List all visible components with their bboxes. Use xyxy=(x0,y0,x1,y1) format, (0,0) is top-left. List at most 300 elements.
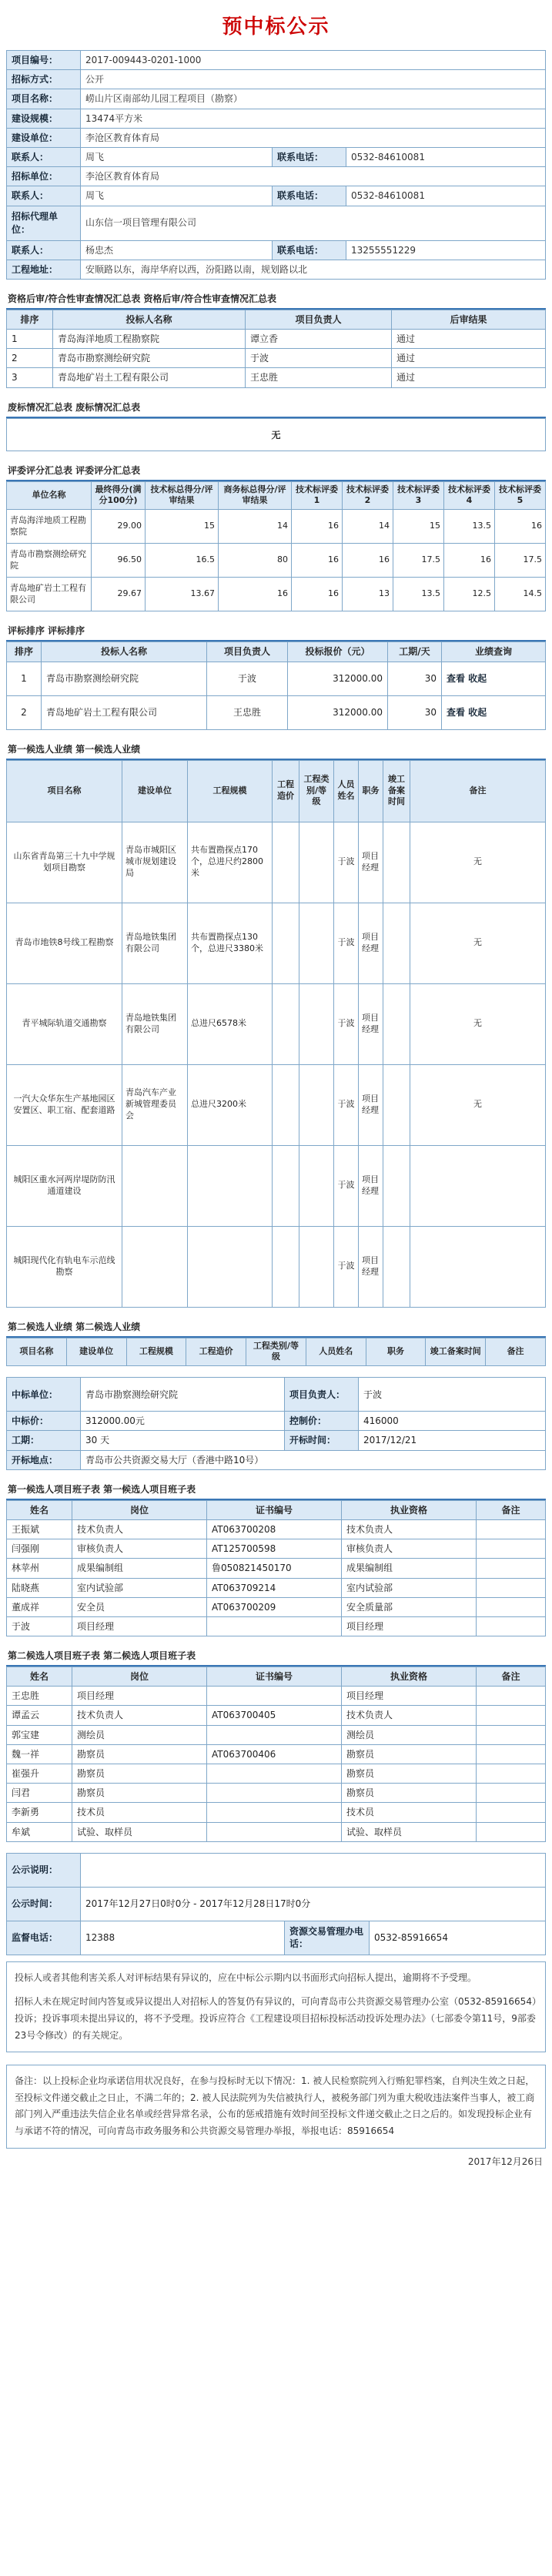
contact3-label: 联系人： xyxy=(7,240,81,260)
team2-cell: 牟斌 xyxy=(7,1822,72,1841)
score-col-tech: 技术标总得分/评审结果 xyxy=(146,481,219,510)
team2-cell xyxy=(207,1784,342,1803)
contact1-value: 周飞 xyxy=(81,147,273,166)
qual-cell: 1 xyxy=(7,330,53,349)
team1-cell: 审核负责人 xyxy=(342,1539,477,1559)
perf1-table xyxy=(6,760,546,1308)
score-cell: 青岛地矿岩土工程有限公司 xyxy=(7,578,92,611)
perf1-cell xyxy=(273,822,299,903)
phone3-label: 联系电话： xyxy=(273,240,346,260)
perf1-col: 职务 xyxy=(359,760,383,822)
table-row xyxy=(7,1784,546,1803)
team2-table xyxy=(6,1667,546,1842)
table-row xyxy=(7,1706,546,1725)
score-col-j5: 技术标评委5 xyxy=(495,481,546,510)
team2-cell: 勘察员 xyxy=(342,1784,477,1803)
team2-cell: 技术员 xyxy=(72,1803,207,1822)
perf1-cell: 于波 xyxy=(334,1226,359,1307)
perf1-cell: 总进尺6578米 xyxy=(188,983,273,1064)
qual-cell: 青岛市勘察测绘研究院 xyxy=(53,349,246,368)
score-cell: 15 xyxy=(393,510,444,544)
perf1-cell: 山东省青岛第三十九中学规划项目勘察 xyxy=(7,822,122,903)
rank-col-order: 排序 xyxy=(7,642,42,662)
rank-cell: 312000.00 xyxy=(288,695,388,729)
tenderer-value: 李沧区教育体育局 xyxy=(81,167,546,186)
table-row xyxy=(7,1687,546,1706)
table-row xyxy=(7,1744,546,1764)
pub-table xyxy=(6,1853,546,1955)
team1-cell xyxy=(477,1597,546,1616)
perf1-cell xyxy=(188,1145,273,1226)
perf2-col: 工程造价 xyxy=(186,1338,246,1366)
open-place-label: 开标地点： xyxy=(7,1450,81,1469)
open-time-value: 2017/12/21 xyxy=(359,1431,546,1450)
perf1-cell: 青平城际轨道交通勘察 xyxy=(7,983,122,1064)
winner-pm-value: 于波 xyxy=(359,1378,546,1412)
team2-heading: 第二候选人项目班子表 第二候选人项目班子表 xyxy=(6,1641,546,1667)
score-cell: 15 xyxy=(146,510,219,544)
qual-cell: 通过 xyxy=(392,349,546,368)
rank-heading: 评标排序 评标排序 xyxy=(6,616,546,641)
perf1-cell xyxy=(299,1145,334,1226)
winner-table xyxy=(6,1377,546,1470)
winner-price-label: 中标价： xyxy=(7,1412,81,1431)
team1-cell: 于波 xyxy=(7,1616,72,1636)
phone1-value: 0532-84610081 xyxy=(346,147,546,166)
table-row xyxy=(7,1519,546,1539)
table-row xyxy=(7,1145,546,1226)
perf1-cell: 青岛地铁集团有限公司 xyxy=(122,983,188,1064)
site-value: 安顺路以东，海岸华府以西，汾阳路以南，规划路以北 xyxy=(81,260,546,279)
team2-cell: 勘察员 xyxy=(72,1744,207,1764)
qual-cell: 3 xyxy=(7,368,53,387)
remark-box xyxy=(6,2065,546,2148)
page-title: 预中标公示 xyxy=(222,15,330,39)
rank-cell: 30 xyxy=(388,662,442,695)
table-row xyxy=(7,349,546,368)
perf1-cell: 于波 xyxy=(334,903,359,983)
perf1-cell: 项目经理 xyxy=(359,983,383,1064)
perf1-cell xyxy=(410,1226,546,1307)
perf1-cell xyxy=(299,822,334,903)
team2-col: 执业资格 xyxy=(342,1667,477,1687)
perf1-heading: 第一候选人业绩 第一候选人业绩 xyxy=(6,735,546,760)
project-no-value: 2017-009443-0201-1000 xyxy=(81,51,546,70)
team1-col: 姓名 xyxy=(7,1500,72,1519)
perf1-cell xyxy=(383,1145,410,1226)
qual-cell: 通过 xyxy=(392,330,546,349)
score-cell: 16.5 xyxy=(146,544,219,578)
table-row xyxy=(7,578,546,611)
site-label: 工程地址： xyxy=(7,260,81,279)
team1-cell: AT063700209 xyxy=(207,1597,342,1616)
team1-col: 岗位 xyxy=(72,1500,207,1519)
score-heading: 评委评分汇总表 评委评分汇总表 xyxy=(6,456,546,481)
winner-unit-label: 中标单位： xyxy=(7,1378,81,1412)
team1-cell: 项目经理 xyxy=(72,1616,207,1636)
phone2-label: 联系电话： xyxy=(273,186,346,206)
score-cell: 16 xyxy=(292,544,343,578)
perf1-cell xyxy=(383,983,410,1064)
open-time-label: 开标时间： xyxy=(285,1431,359,1450)
score-col-j3: 技术标评委3 xyxy=(393,481,444,510)
table-row xyxy=(7,1725,546,1744)
qual-cell: 2 xyxy=(7,349,53,368)
rank-col-price: 投标报价（元） xyxy=(288,642,388,662)
perf1-cell xyxy=(383,903,410,983)
perf1-col: 备注 xyxy=(410,760,546,822)
scale-label: 建设规模： xyxy=(7,109,81,128)
score-col-j4: 技术标评委4 xyxy=(444,481,495,510)
qual-col-pm: 项目负责人 xyxy=(246,310,392,329)
team2-cell xyxy=(477,1687,546,1706)
team2-cell xyxy=(207,1803,342,1822)
perf1-cell xyxy=(273,903,299,983)
team1-cell: 成果编制组 xyxy=(72,1559,207,1578)
team1-heading: 第一候选人项目班子表 第一候选人项目班子表 xyxy=(6,1475,546,1500)
project-name-label: 项目名称： xyxy=(7,89,81,109)
score-cell: 16 xyxy=(495,510,546,544)
perf1-cell: 项目经理 xyxy=(359,1145,383,1226)
team1-cell: 王振斌 xyxy=(7,1519,72,1539)
team2-cell xyxy=(477,1764,546,1784)
team1-cell xyxy=(477,1519,546,1539)
perf1-cell: 项目经理 xyxy=(359,1226,383,1307)
table-row xyxy=(7,1559,546,1578)
rank-cell: 2 xyxy=(7,695,42,729)
sup-phone-label: 监督电话： xyxy=(7,1921,81,1955)
perf1-cell: 青岛汽车产业新城管理委员会 xyxy=(122,1064,188,1145)
team2-cell: 测绘员 xyxy=(342,1725,477,1744)
tenderer-label: 招标单位： xyxy=(7,167,81,186)
team2-col: 证书编号 xyxy=(207,1667,342,1687)
rank-cell: 于波 xyxy=(207,662,288,695)
perf1-col: 项目名称 xyxy=(7,760,122,822)
team1-cell: 安全质量部 xyxy=(342,1597,477,1616)
score-col-j2: 技术标评委2 xyxy=(343,481,393,510)
winner-days-label: 工期： xyxy=(7,1431,81,1450)
perf1-cell: 城阳现代化有轨电车示范线勘察 xyxy=(7,1226,122,1307)
team2-col: 备注 xyxy=(477,1667,546,1687)
score-cell: 16 xyxy=(219,578,292,611)
agent-value: 山东信一项目管理有限公司 xyxy=(81,206,546,240)
score-col-j1: 技术标评委1 xyxy=(292,481,343,510)
perf1-cell: 总进尺3200米 xyxy=(188,1064,273,1145)
team2-col: 姓名 xyxy=(7,1667,72,1687)
perf1-cell: 项目经理 xyxy=(359,1064,383,1145)
rank-col-pm: 项目负责人 xyxy=(207,642,288,662)
project-name-value: 崂山片区南部幼儿园工程项目（勘察） xyxy=(81,89,546,109)
bid-method-label: 招标方式： xyxy=(7,70,81,89)
team2-cell: 李新勇 xyxy=(7,1803,72,1822)
score-col-biz: 商务标总得分/评审结果 xyxy=(219,481,292,510)
winner-ctrl-label: 控制价： xyxy=(285,1412,359,1431)
sup-phone-value: 12388 xyxy=(81,1921,285,1955)
table-row xyxy=(7,1803,546,1822)
qual-cell: 青岛地矿岩土工程有限公司 xyxy=(53,368,246,387)
perf1-cell xyxy=(273,1064,299,1145)
perf2-col: 工程类别/等级 xyxy=(246,1338,306,1366)
score-cell: 14.5 xyxy=(495,578,546,611)
notice-complaint: 招标人未在规定时间内答复或异议提出人对招标人的答复仍有异议的，可向青岛市公共资源交易管理办公室（0532-85916654）投诉；投诉事项未提出异议的，将不予受理。投诉应符合《工程建设项目招标投标活动投诉处理办法》（七部委令第11号，9部委23号令修改）的有关规定。 xyxy=(15,1996,537,2041)
score-cell: 青岛海洋地质工程勘察院 xyxy=(7,510,92,544)
qual-col-name: 投标人名称 xyxy=(53,310,246,329)
perf1-cell: 青岛市城阳区城市规划建设局 xyxy=(122,822,188,903)
table-row xyxy=(7,510,546,544)
table-row xyxy=(7,1226,546,1307)
team2-cell: AT063700406 xyxy=(207,1744,342,1764)
team1-col: 证书编号 xyxy=(207,1500,342,1519)
score-cell: 12.5 xyxy=(444,578,495,611)
score-cell: 17.5 xyxy=(393,544,444,578)
team2-cell xyxy=(207,1764,342,1784)
remark-text: 备注：以上投标企业均承诺信用状况良好，在参与投标时无以下情况：1. 被人民检察院列入行贿犯罪档案，自判决生效之日起，至投标文件递交截止之日止，不满二年的；2. 被人民法院列为失信被执行人，被税务部门列为重大税收违法案件当事人，被工商部门列入严重违法失信企业名单或经营异常名录，公布的惩戒措施有效时间至投标文件递交截止之日之后的。如发现投标企业有与承诺不符的情况，可向青岛市政务服务和公共资源交易管理办举报，举报电话：85916654 xyxy=(15,2075,535,2136)
score-col-name: 单位名称 xyxy=(7,481,92,510)
team1-cell: 技术负责人 xyxy=(72,1519,207,1539)
team2-cell: 崔强升 xyxy=(7,1764,72,1784)
score-cell: 16 xyxy=(444,544,495,578)
table-row xyxy=(7,1616,546,1636)
team2-cell xyxy=(207,1687,342,1706)
perf2-table xyxy=(6,1338,546,1367)
perf2-col: 工程规模 xyxy=(126,1338,186,1366)
team1-cell xyxy=(477,1616,546,1636)
team2-cell: 闫君 xyxy=(7,1784,72,1803)
winner-unit-value: 青岛市勘察测绘研究院 xyxy=(81,1378,285,1412)
score-cell: 14 xyxy=(219,510,292,544)
notice-box xyxy=(6,1961,546,2052)
table-row xyxy=(7,330,546,349)
perf1-cell xyxy=(122,1226,188,1307)
team1-cell: 项目经理 xyxy=(342,1616,477,1636)
score-cell: 13.5 xyxy=(393,578,444,611)
team1-cell: 室内试验部 xyxy=(72,1578,207,1597)
qual-cell: 通过 xyxy=(392,368,546,387)
team2-cell xyxy=(477,1744,546,1764)
phone3-value: 13255551229 xyxy=(346,240,546,260)
contact2-value: 周飞 xyxy=(81,186,273,206)
rank-cell: 312000.00 xyxy=(288,662,388,695)
team1-cell: 安全员 xyxy=(72,1597,207,1616)
rank-cell: 王忠胜 xyxy=(207,695,288,729)
perf1-cell xyxy=(299,1226,334,1307)
perf1-cell xyxy=(383,1226,410,1307)
qual-table xyxy=(6,310,546,388)
publish-date: 2017年12月26日 xyxy=(467,2156,543,2167)
team1-cell: 成果编制组 xyxy=(342,1559,477,1578)
builder-value: 李沧区教育体育局 xyxy=(81,128,546,147)
team2-cell: 谭孟云 xyxy=(7,1706,72,1725)
perf1-cell xyxy=(299,1064,334,1145)
rank-col-perf: 业绩查询 xyxy=(442,642,546,662)
pub-note-value xyxy=(81,1853,546,1887)
team2-cell: 勘察员 xyxy=(342,1744,477,1764)
perf1-cell xyxy=(122,1145,188,1226)
table-row xyxy=(7,662,546,695)
perf1-col: 建设单位 xyxy=(122,760,188,822)
perf2-col: 人员姓名 xyxy=(306,1338,366,1366)
score-table xyxy=(6,481,546,612)
perf1-col: 工程规模 xyxy=(188,760,273,822)
rank-table xyxy=(6,641,546,729)
team2-cell: 郭宝建 xyxy=(7,1725,72,1744)
team2-cell: 技术负责人 xyxy=(342,1706,477,1725)
perf1-cell xyxy=(383,822,410,903)
score-cell: 13.67 xyxy=(146,578,219,611)
team2-cell: 技术员 xyxy=(342,1803,477,1822)
team1-cell: 林苹州 xyxy=(7,1559,72,1578)
score-cell: 16 xyxy=(343,544,393,578)
contact3-value: 杨忠杰 xyxy=(81,240,273,260)
winner-pm-label: 项目负责人： xyxy=(285,1378,359,1412)
team2-cell: 试验、取样员 xyxy=(72,1822,207,1841)
perf2-heading: 第二候选人业绩 第二候选人业绩 xyxy=(6,1312,546,1338)
team1-cell: 董成祥 xyxy=(7,1597,72,1616)
perf1-col: 竣工备案时间 xyxy=(383,760,410,822)
perf1-col: 人员姓名 xyxy=(334,760,359,822)
winner-ctrl-value: 416000 xyxy=(359,1412,546,1431)
team1-cell: 陆晓燕 xyxy=(7,1578,72,1597)
perf1-cell: 无 xyxy=(410,983,546,1064)
builder-label: 建设单位： xyxy=(7,128,81,147)
bid-method-value: 公开 xyxy=(81,70,546,89)
exch-phone-label: 资源交易管理办电话： xyxy=(285,1921,370,1955)
rank-cell: 青岛地矿岩土工程有限公司 xyxy=(42,695,207,729)
perf1-cell: 于波 xyxy=(334,1064,359,1145)
perf1-cell xyxy=(188,1226,273,1307)
pub-time-label: 公示时间： xyxy=(7,1887,81,1921)
score-cell: 96.50 xyxy=(92,544,146,578)
team1-cell xyxy=(477,1539,546,1559)
team1-cell: 闫强刚 xyxy=(7,1539,72,1559)
perf1-cell: 项目经理 xyxy=(359,903,383,983)
perf1-cell: 共布置勘探点130个，总进尺3380米 xyxy=(188,903,273,983)
table-row xyxy=(7,822,546,903)
team1-table xyxy=(6,1500,546,1636)
contact1-label: 联系人： xyxy=(7,147,81,166)
team1-cell: 鲁050821450170 xyxy=(207,1559,342,1578)
perf1-cell xyxy=(273,1226,299,1307)
perf1-cell xyxy=(299,903,334,983)
qual-cell: 青岛海洋地质工程勘察院 xyxy=(53,330,246,349)
perf2-col: 项目名称 xyxy=(7,1338,67,1366)
team2-cell: 项目经理 xyxy=(72,1687,207,1706)
team1-col: 备注 xyxy=(477,1500,546,1519)
perf1-cell: 于波 xyxy=(334,822,359,903)
table-row xyxy=(7,1578,546,1597)
team1-cell: AT125700598 xyxy=(207,1539,342,1559)
score-cell: 16 xyxy=(292,578,343,611)
table-row xyxy=(7,695,546,729)
perf1-cell: 青岛市地铁8号线工程勘察 xyxy=(7,903,122,983)
score-cell: 16 xyxy=(292,510,343,544)
scale-value: 13474平方米 xyxy=(81,109,546,128)
waste-heading: 废标情况汇总表 废标情况汇总表 xyxy=(6,393,546,418)
team2-cell: AT063700405 xyxy=(207,1706,342,1725)
team2-cell xyxy=(477,1725,546,1744)
team1-cell xyxy=(207,1616,342,1636)
team2-col: 岗位 xyxy=(72,1667,207,1687)
team2-cell: 测绘员 xyxy=(72,1725,207,1744)
qual-cell: 于波 xyxy=(246,349,392,368)
score-cell: 17.5 xyxy=(495,544,546,578)
rank-cell: 1 xyxy=(7,662,42,695)
score-cell: 80 xyxy=(219,544,292,578)
perf1-cell: 城阳区重水河两岸堤防防汛通道建设 xyxy=(7,1145,122,1226)
rank-col-name: 投标人名称 xyxy=(42,642,207,662)
score-cell: 13 xyxy=(343,578,393,611)
table-row xyxy=(7,983,546,1064)
table-row xyxy=(7,1822,546,1841)
team2-cell xyxy=(477,1706,546,1725)
waste-value: 无 xyxy=(6,418,546,451)
table-row xyxy=(7,1064,546,1145)
qual-col-result: 后审结果 xyxy=(392,310,546,329)
team2-cell xyxy=(477,1803,546,1822)
team1-cell: 技术负责人 xyxy=(342,1519,477,1539)
table-row xyxy=(7,1597,546,1616)
view-perf-link[interactable]: 查看 收起 xyxy=(442,662,546,695)
table-row xyxy=(7,368,546,387)
table-row xyxy=(7,1539,546,1559)
team1-cell xyxy=(477,1559,546,1578)
team2-cell: 项目经理 xyxy=(342,1687,477,1706)
perf1-cell: 无 xyxy=(410,1064,546,1145)
winner-price-value: 312000.00元 xyxy=(81,1412,285,1431)
view-perf-link[interactable]: 查看 收起 xyxy=(442,695,546,729)
score-cell: 14 xyxy=(343,510,393,544)
perf1-cell xyxy=(273,983,299,1064)
perf1-cell xyxy=(410,1145,546,1226)
perf2-col: 备注 xyxy=(486,1338,546,1366)
rank-col-days: 工期/天 xyxy=(388,642,442,662)
team2-cell: 勘察员 xyxy=(342,1764,477,1784)
phone1-label: 联系电话： xyxy=(273,147,346,166)
score-col-final: 最终得分(满分100分) xyxy=(92,481,146,510)
qual-col-rank: 排序 xyxy=(7,310,53,329)
team2-cell xyxy=(207,1822,342,1841)
page xyxy=(6,0,546,2180)
contact2-label: 联系人： xyxy=(7,186,81,206)
team1-cell: 审核负责人 xyxy=(72,1539,207,1559)
score-cell: 青岛市勘察测绘研究院 xyxy=(7,544,92,578)
team1-cell xyxy=(477,1578,546,1597)
qual-heading: 资格后审/符合性审查情况汇总表 资格后审/符合性审查情况汇总表 xyxy=(6,284,546,310)
perf1-cell: 青岛地铁集团有限公司 xyxy=(122,903,188,983)
perf1-cell: 于波 xyxy=(334,1145,359,1226)
perf2-col: 建设单位 xyxy=(66,1338,126,1366)
team2-cell: 勘察员 xyxy=(72,1784,207,1803)
qual-cell: 王忠胜 xyxy=(246,368,392,387)
team2-cell: 魏一祥 xyxy=(7,1744,72,1764)
perf1-cell: 于波 xyxy=(334,983,359,1064)
perf2-col: 职务 xyxy=(366,1338,426,1366)
team1-col: 执业资格 xyxy=(342,1500,477,1519)
perf2-col: 竣工备案时间 xyxy=(426,1338,486,1366)
team2-cell: 试验、取样员 xyxy=(342,1822,477,1841)
rank-cell: 青岛市勘察测绘研究院 xyxy=(42,662,207,695)
team2-cell xyxy=(477,1822,546,1841)
score-cell: 29.00 xyxy=(92,510,146,544)
project-info-table xyxy=(6,50,546,280)
perf1-cell: 无 xyxy=(410,903,546,983)
team1-cell: 室内试验部 xyxy=(342,1578,477,1597)
perf1-cell: 项目经理 xyxy=(359,822,383,903)
winner-days-value: 30 天 xyxy=(81,1431,285,1450)
perf1-col: 工程造价 xyxy=(273,760,299,822)
table-row xyxy=(7,903,546,983)
exch-phone-value: 0532-85916654 xyxy=(370,1921,546,1955)
